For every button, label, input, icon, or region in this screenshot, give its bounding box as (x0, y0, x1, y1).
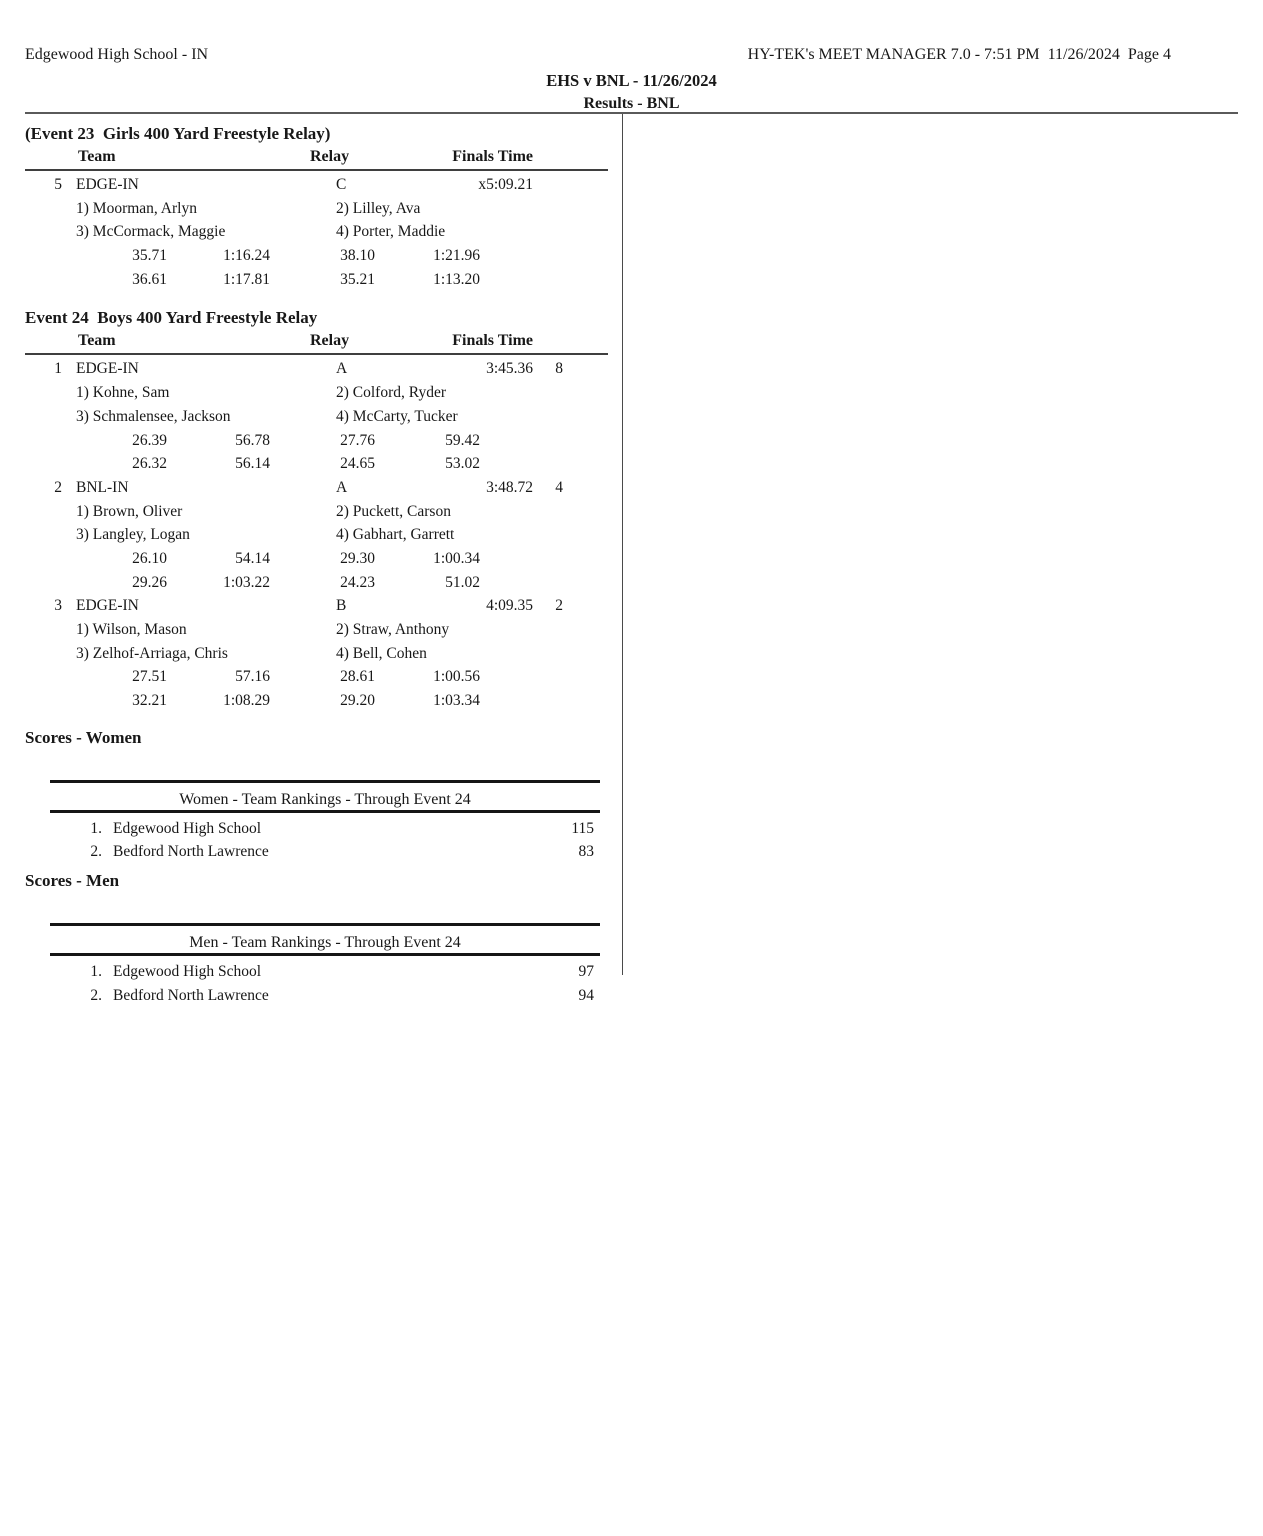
points: 4 (555, 478, 563, 496)
swimmer-name: 1) Moorman, Arlyn (76, 199, 197, 217)
relay-letter: A (336, 360, 348, 378)
place: 3 (54, 597, 62, 615)
splits-row (25, 429, 608, 453)
split-time: 27.76 (340, 431, 375, 449)
split-time: 1:00.34 (433, 549, 480, 567)
swimmers-row (25, 618, 608, 642)
place: 5 (54, 176, 62, 193)
split-time: 36.61 (132, 270, 167, 288)
split-time: 35.71 (132, 247, 167, 265)
split-time: 24.65 (340, 455, 375, 473)
rank: 1. (90, 963, 102, 981)
results-label: Results - BNL (583, 95, 680, 112)
split-time: 26.10 (132, 549, 167, 567)
swimmer-name: 1) Brown, Oliver (76, 502, 183, 520)
meet-title: EHS v BNL - 11/26/2024 (546, 71, 717, 90)
score: 83 (578, 843, 594, 861)
swimmer-name: 4) Gabhart, Garrett (336, 526, 455, 544)
swimmers-row (25, 642, 608, 666)
team-rankings-table (50, 923, 600, 1008)
split-time: 56.78 (235, 431, 270, 449)
team-name: EDGE-IN (76, 360, 139, 378)
swimmers-row (25, 381, 608, 405)
team-column-header: Team (78, 332, 116, 350)
place: 1 (54, 360, 62, 378)
relay-result-row (25, 357, 608, 381)
ranking-row (50, 841, 600, 865)
split-time: 28.61 (340, 668, 375, 686)
table-header (25, 148, 608, 171)
school-name: Edgewood High School - IN (25, 46, 209, 63)
split-time: 1:17.81 (223, 270, 270, 288)
splits-row (25, 665, 608, 689)
finals-time: 4:09.35 (486, 597, 533, 615)
ranking-row (50, 985, 600, 1009)
split-time: 57.16 (235, 668, 270, 686)
swimmer-name: 4) McCarty, Tucker (336, 407, 458, 425)
swimmer-name: 2) Straw, Anthony (336, 621, 450, 638)
swimmer-name: 3) Schmalensee, Jackson (76, 407, 231, 425)
swimmer-name: 3) McCormack, Maggie (76, 223, 226, 241)
rank: 2. (90, 986, 102, 1004)
event-24-entries (25, 357, 608, 712)
relay-letter: A (336, 478, 348, 496)
team-name: Bedford North Lawrence (113, 986, 269, 1004)
relay-result-row (25, 173, 608, 197)
split-time: 56.14 (235, 455, 270, 473)
split-time: 27.51 (132, 668, 167, 686)
event-23-entries (25, 173, 608, 291)
event-title: (Event 23 Girls 400 Yard Freestyle Relay) (25, 124, 331, 143)
split-time: 32.21 (132, 692, 167, 710)
swimmer-name: 2) Lilley, Ava (336, 199, 421, 217)
split-time: 24.23 (340, 573, 375, 591)
scores-heading: Scores - Women (25, 727, 142, 747)
column-divider (622, 114, 623, 975)
splits-row (25, 547, 608, 571)
finals-time-column-header: Finals Time (452, 148, 533, 165)
splits-row (25, 244, 608, 268)
swimmers-row (25, 500, 608, 524)
event-23-section (25, 123, 608, 291)
score: 115 (571, 819, 594, 837)
relay-column-header: Relay (310, 148, 350, 165)
split-time: 1:13.20 (433, 270, 480, 288)
relay-letter: B (336, 597, 347, 615)
rankings-rows (50, 956, 600, 1008)
relay-result-row (25, 476, 608, 500)
team-name: Bedford North Lawrence (113, 843, 269, 861)
team-column-header: Team (78, 148, 116, 165)
ranking-row (50, 818, 600, 842)
split-time: 26.39 (132, 431, 167, 449)
points: 8 (555, 360, 563, 378)
points: 2 (555, 597, 563, 615)
splits-row (25, 571, 608, 595)
split-time: 26.32 (132, 455, 167, 473)
split-time: 59.42 (445, 431, 480, 449)
swimmer-name: 1) Wilson, Mason (76, 621, 187, 638)
split-time: 51.02 (445, 573, 480, 591)
results-column (25, 114, 608, 1009)
splits-row (25, 268, 608, 292)
finals-time-column-header: Finals Time (452, 332, 533, 350)
score: 94 (578, 986, 594, 1004)
split-time: 29.30 (340, 549, 375, 567)
ranking-row (50, 961, 600, 985)
split-time: 1:03.34 (433, 692, 480, 710)
report-meta: HY-TEK's MEET MANAGER 7.0 - 7:51 PM 11/26/2024 Page 4 (747, 46, 1171, 63)
rankings-rows (50, 813, 600, 865)
swimmer-name: 2) Puckett, Carson (336, 502, 451, 520)
relay-result-row (25, 594, 608, 618)
split-time: 54.14 (235, 549, 270, 567)
table-header (25, 332, 608, 355)
swimmer-name: 3) Zelhof-Arriaga, Chris (76, 644, 228, 662)
team-name: EDGE-IN (76, 597, 139, 615)
swimmers-row (25, 220, 608, 244)
split-time: 1:08.29 (223, 692, 270, 710)
score: 97 (578, 963, 594, 981)
rank: 1. (90, 819, 102, 837)
splits-row (25, 689, 608, 713)
swimmers-row (25, 523, 608, 547)
split-time: 1:21.96 (433, 247, 480, 265)
swimmer-name: 2) Colford, Ryder (336, 384, 447, 402)
swimmer-name: 3) Langley, Logan (76, 526, 190, 544)
place: 2 (54, 478, 62, 496)
relay-letter: C (336, 176, 347, 193)
team-name: Edgewood High School (113, 963, 262, 981)
split-time: 53.02 (445, 455, 480, 473)
team-name: Edgewood High School (113, 819, 262, 837)
split-time: 1:16.24 (223, 247, 270, 265)
split-time: 38.10 (340, 247, 375, 265)
team-name: BNL-IN (76, 478, 129, 496)
swimmers-row (25, 197, 608, 221)
scores-women-section (25, 727, 608, 865)
rankings-table-title: Women - Team Rankings - Through Event 24 (50, 783, 600, 813)
swimmer-name: 4) Bell, Cohen (336, 644, 427, 662)
split-time: 1:03.22 (223, 573, 270, 591)
swimmer-name: 1) Kohne, Sam (76, 384, 170, 402)
scores-men-section (25, 870, 608, 1008)
finals-time: 3:48.72 (486, 478, 533, 496)
finals-time: 3:45.36 (486, 360, 533, 378)
team-name: EDGE-IN (76, 176, 139, 193)
event-24-section (25, 307, 608, 712)
finals-time: x5:09.21 (478, 176, 533, 193)
split-time: 29.26 (132, 573, 167, 591)
rank: 2. (90, 843, 102, 861)
split-time: 1:00.56 (433, 668, 480, 686)
split-time: 29.20 (340, 692, 375, 710)
splits-row (25, 452, 608, 476)
event-title: Event 24 Boys 400 Yard Freestyle Relay (25, 308, 318, 328)
swimmer-name: 4) Porter, Maddie (336, 223, 446, 241)
swimmers-row (25, 405, 608, 429)
team-rankings-table (50, 780, 600, 865)
split-time: 35.21 (340, 270, 375, 288)
rankings-table-title: Men - Team Rankings - Through Event 24 (50, 926, 600, 956)
scores-heading: Scores - Men (25, 871, 120, 891)
relay-column-header: Relay (310, 332, 350, 350)
